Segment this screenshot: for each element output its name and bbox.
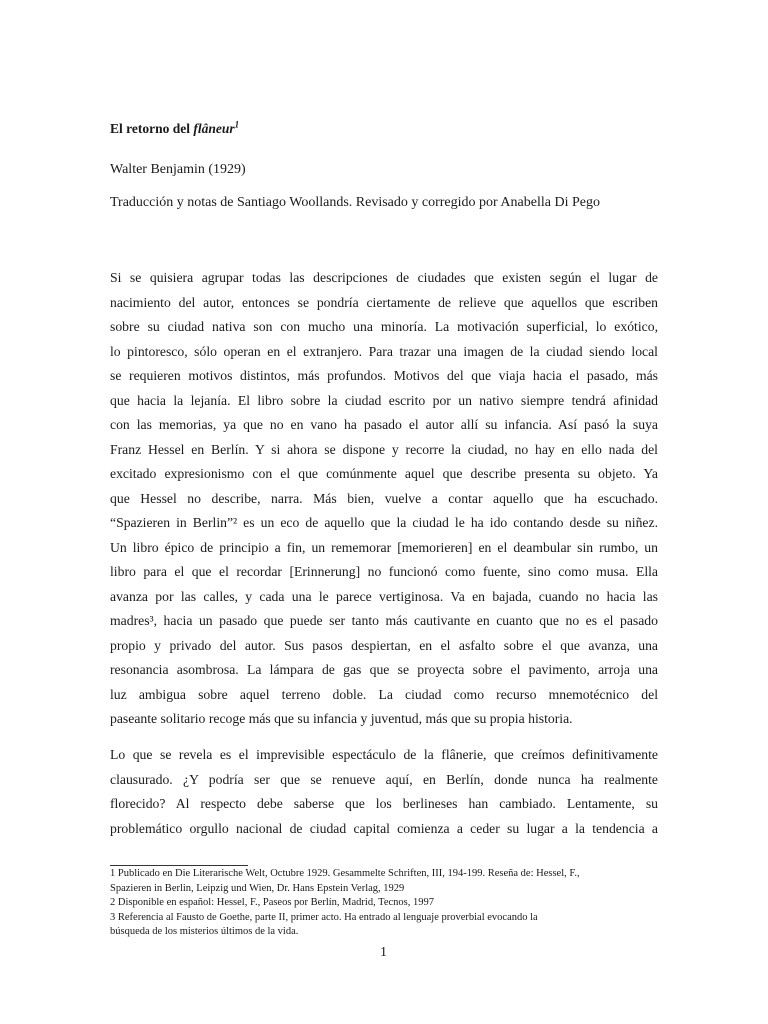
paragraph-1-line: Un libro épico de principio a fin, un rememorar [memorieren] en el deambular sin rumbo, un xyxy=(110,539,658,555)
title-footnote-ref: 1 xyxy=(234,119,240,130)
paragraph-2 xyxy=(110,743,658,841)
paragraph-1-line: luz ambigua sobre aquel terreno doble. La ciudad como recurso mnemotécnico del xyxy=(110,686,658,702)
paragraph-2-line: clausurado. ¿Y podría ser que se renueve aquí, en Berlín, donde nunca ha realmente xyxy=(110,771,658,787)
paragraph-1-line: se requieren motivos distintos, más profundos. Motivos del que viaja hacia el pasado, más xyxy=(110,368,658,383)
paragraph-1-line: avanza por las calles, y cada una le parece vertiginosa. Va en bajada, cuando no hacia las xyxy=(110,588,658,604)
paragraph-1-line: paseante solitario recoge más que su infancia y juventud, más que su propia historia. xyxy=(110,711,573,726)
paragraph-1-line: nacimiento del autor, entonces se pondría ciertamente de relieve que aquellos que escriben xyxy=(110,294,658,310)
paragraph-1-line: “Spazieren in Berlin”² es un eco de aquello que la ciudad le ha ido contando desde su niñez. xyxy=(110,515,658,530)
page-number: 1 xyxy=(380,945,387,960)
footnote-line: Spazieren in Berlin, Leipzig und Wien, Dr. Hans Epstein Verlag, 1929 xyxy=(110,882,405,894)
paragraph-1-line: que Hessel no describe, narra. Más bien, vuelve a contar aquello que ha escuchado. xyxy=(110,490,658,506)
author-line: Walter Benjamin (1929) xyxy=(110,162,246,177)
footnote-line: búsqueda de los misterios últimos de la vida. xyxy=(110,926,299,938)
paragraph-1-line: Franz Hessel en Berlín. Y si ahora se dispone y recorre la ciudad, no hay en ello nada del xyxy=(110,441,658,457)
paragraph-2-line: Lo que se revela es el imprevisible espectáculo de la flânerie, que creímos definitivamente xyxy=(110,747,658,762)
footnotes xyxy=(110,867,658,940)
paragraph-2-line: florecido? Al respecto debe saberse que los berlineses han cambiado. Lentamente, su xyxy=(110,796,658,811)
paragraph-1 xyxy=(110,266,658,732)
footnote-line: 3 Referencia al Fausto de Goethe, parte II, primer acto. Ha entrado al lenguaje proverbial evocando la xyxy=(110,911,538,923)
translator-line: Traducción y notas de Santiago Woollands. Revisado y corregido por Anabella Di Pego xyxy=(110,195,600,210)
paragraph-1-line: propio y privado del autor. Sus pasos despiertan, en el asfalto sobre el que avanza, una xyxy=(110,637,658,653)
paragraph-1-line: madres³, hacia un pasado que puede ser tanto más cautivante en cuanto que no es el pasado xyxy=(110,613,658,628)
paragraph-2-line: problemático orgullo nacional de ciudad capital comienza a ceder su lugar a la tendencia a xyxy=(110,820,658,836)
paragraph-1-line: sobre su ciudad nativa son con mucho una minoría. La motivación superficial, lo exótico, xyxy=(110,319,658,334)
paragraph-1-line: lo pintoresco, sólo operan en el extranjero. Para trazar una imagen de la ciudad siendo local xyxy=(110,343,658,359)
footnote-line: 2 Disponible en español: Hessel, F., Paseos por Berlín, Madrid, Tecnos, 1997 xyxy=(110,897,434,909)
paragraph-1-line: Si se quisiera agrupar todas las descripciones de ciudades que existen según el lugar de xyxy=(110,270,658,285)
paragraph-1-line: que hacia la lejanía. El libro sobre la ciudad escrito por un nativo siempre tendrá afinidad xyxy=(110,392,658,408)
title-main: El retorno del xyxy=(110,121,194,136)
title-italic: flâneur xyxy=(193,121,235,136)
paragraph-1-line: excitado expresionismo con el que comúnmente aquel que describe presenta su objeto. Ya xyxy=(110,466,658,481)
paragraph-1-line: libro para el que el recordar [Erinnerung] no funcionó como fuente, sino como musa. Ella xyxy=(110,564,658,579)
footnote-line: 1 Publicado en Die Literarische Welt, Octubre 1929. Gesammelte Schriften, III, 194-199. Reseña de: Hessel, F., xyxy=(110,868,580,879)
footnote-divider xyxy=(110,865,248,866)
document-title xyxy=(110,121,239,137)
paragraph-1-line: con las memorias, ya que no en vano ha pasado el autor allí su infancia. Así pasó la suya xyxy=(110,417,658,432)
paragraph-1-line: resonancia asombrosa. La lámpara de gas que se proyecta sobre el pavimento, arroja una xyxy=(110,662,658,677)
